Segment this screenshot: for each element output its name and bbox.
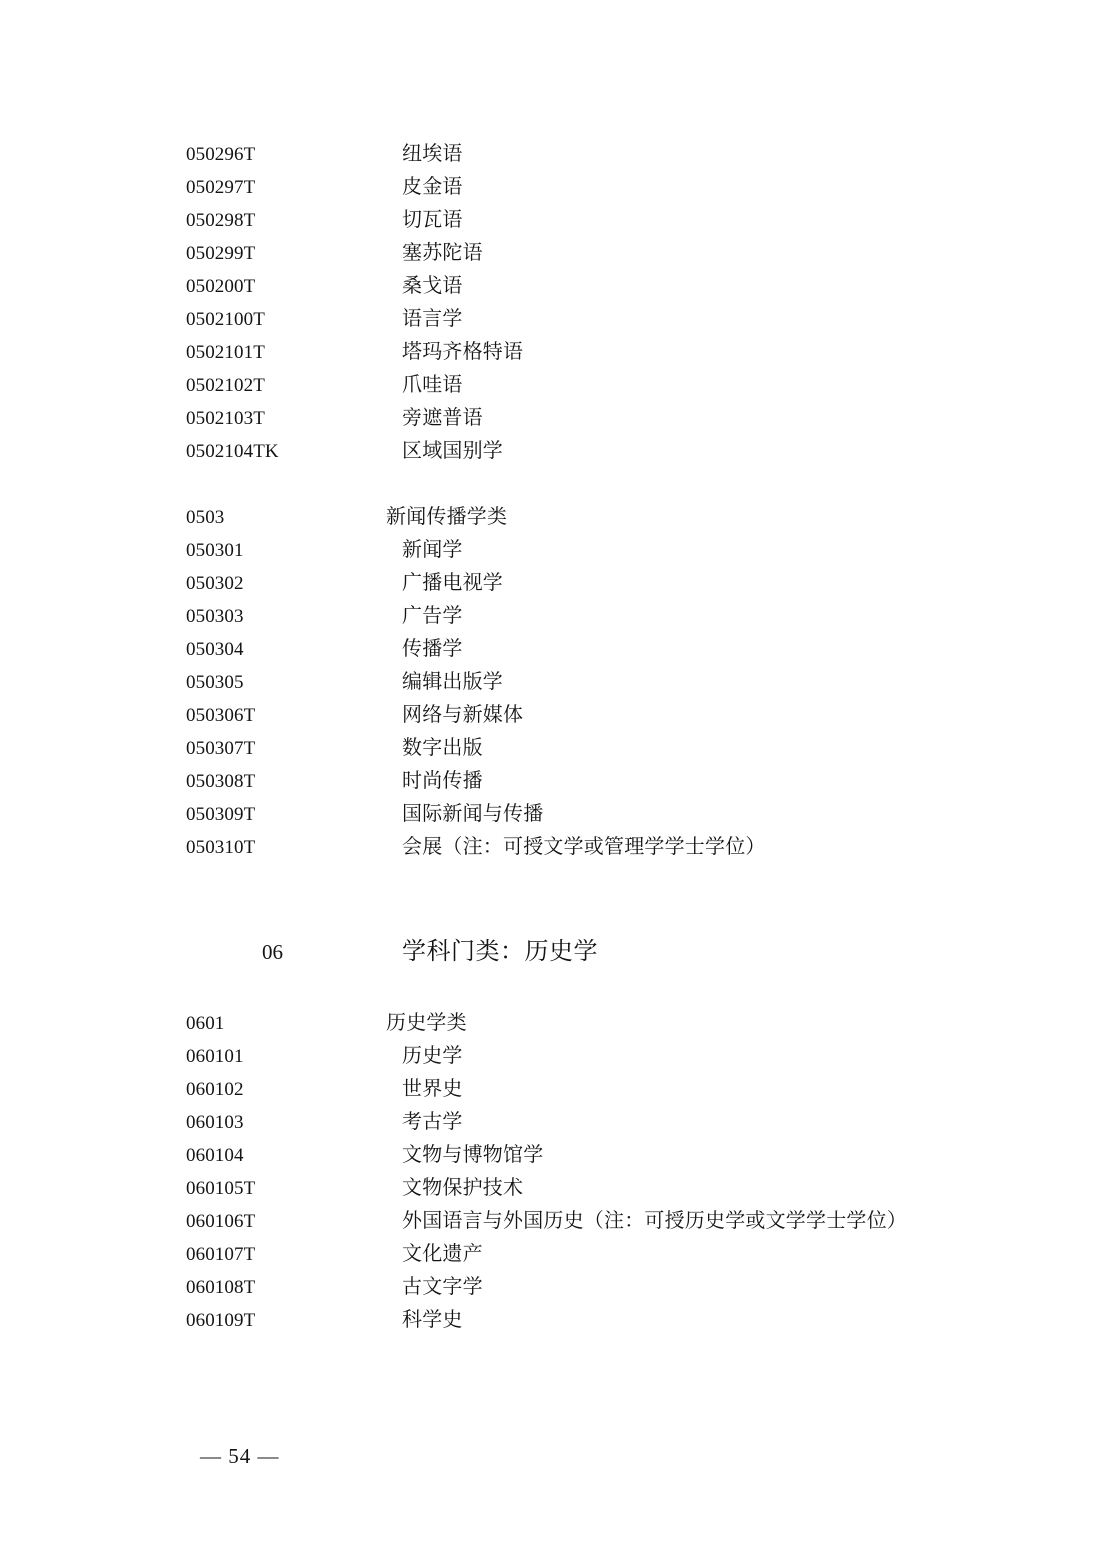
major-name: 外国语言与外国历史（注：可授历史学或文学学士学位） bbox=[402, 1210, 907, 1232]
major-row bbox=[186, 1106, 1016, 1139]
major-row bbox=[186, 1172, 1016, 1205]
major-code: 050296T bbox=[186, 144, 256, 165]
major-code: 050303 bbox=[186, 606, 244, 627]
major-code: 0502104TK bbox=[186, 441, 279, 462]
major-row bbox=[186, 171, 1016, 204]
category-row bbox=[186, 501, 1016, 534]
major-name: 文化遗产 bbox=[402, 1243, 483, 1265]
major-name: 旁遮普语 bbox=[402, 407, 483, 429]
major-name: 传播学 bbox=[402, 638, 463, 660]
major-code: 060104 bbox=[186, 1145, 244, 1166]
major-row bbox=[186, 699, 1016, 732]
major-row bbox=[186, 1040, 1016, 1073]
major-code: 0502100T bbox=[186, 309, 265, 330]
major-code: 050308T bbox=[186, 771, 256, 792]
major-code: 0502101T bbox=[186, 342, 265, 363]
major-row bbox=[186, 1139, 1016, 1172]
major-code: 060103 bbox=[186, 1112, 244, 1133]
major-code: 050299T bbox=[186, 243, 256, 264]
discipline-name: 学科门类：历史学 bbox=[402, 938, 598, 965]
major-code: 060106T bbox=[186, 1211, 256, 1232]
major-code: 050297T bbox=[186, 177, 256, 198]
major-name: 爪哇语 bbox=[402, 374, 463, 396]
major-row bbox=[186, 237, 1016, 270]
major-name: 数字出版 bbox=[402, 737, 483, 759]
major-row bbox=[186, 567, 1016, 600]
major-row bbox=[186, 336, 1016, 369]
major-row bbox=[186, 270, 1016, 303]
category-row bbox=[186, 1007, 1016, 1040]
major-row bbox=[186, 435, 1016, 468]
major-code: 050307T bbox=[186, 738, 256, 759]
major-name: 语言学 bbox=[402, 308, 463, 330]
major-code: 060108T bbox=[186, 1277, 256, 1298]
major-name: 世界史 bbox=[402, 1078, 463, 1100]
major-name: 纽埃语 bbox=[402, 143, 463, 165]
major-name: 网络与新媒体 bbox=[402, 704, 524, 726]
major-code: 050298T bbox=[186, 210, 256, 231]
major-row bbox=[186, 402, 1016, 435]
major-row bbox=[186, 138, 1016, 171]
major-code: 060107T bbox=[186, 1244, 256, 1265]
major-name: 文物与博物馆学 bbox=[402, 1144, 544, 1166]
major-code: 0502103T bbox=[186, 408, 265, 429]
major-name: 区域国别学 bbox=[402, 440, 503, 462]
major-name: 科学史 bbox=[402, 1309, 463, 1331]
major-row bbox=[186, 600, 1016, 633]
major-row bbox=[186, 534, 1016, 567]
catalogue-content bbox=[186, 138, 1016, 1337]
major-code: 050301 bbox=[186, 540, 244, 561]
major-row bbox=[186, 1238, 1016, 1271]
major-row bbox=[186, 1073, 1016, 1106]
major-name: 历史学类 bbox=[386, 1012, 467, 1034]
major-row bbox=[186, 1304, 1016, 1337]
major-row bbox=[186, 369, 1016, 402]
major-name: 会展（注：可授文学或管理学学士学位） bbox=[402, 836, 766, 858]
major-name: 桑戈语 bbox=[402, 275, 463, 297]
major-row bbox=[186, 1205, 1016, 1238]
major-name: 切瓦语 bbox=[402, 209, 463, 231]
block-spacer bbox=[186, 974, 1016, 1007]
discipline-header bbox=[186, 930, 1016, 974]
major-name: 广告学 bbox=[402, 605, 463, 627]
major-row bbox=[186, 303, 1016, 336]
major-code: 0502102T bbox=[186, 375, 265, 396]
major-row bbox=[186, 765, 1016, 798]
major-row bbox=[186, 798, 1016, 831]
major-code: 060105T bbox=[186, 1178, 256, 1199]
major-name: 编辑出版学 bbox=[402, 671, 503, 693]
page-number: — 54 — bbox=[200, 1444, 280, 1468]
major-row bbox=[186, 666, 1016, 699]
major-code: 060102 bbox=[186, 1079, 244, 1100]
major-code: 0601 bbox=[186, 1013, 225, 1034]
block-spacer bbox=[186, 864, 1016, 930]
major-name: 考古学 bbox=[402, 1111, 463, 1133]
major-name: 皮金语 bbox=[402, 176, 463, 198]
major-code: 050305 bbox=[186, 672, 244, 693]
major-row bbox=[186, 732, 1016, 765]
major-row bbox=[186, 204, 1016, 237]
major-row bbox=[186, 633, 1016, 666]
major-name: 塔玛齐格特语 bbox=[402, 341, 524, 363]
major-name: 古文字学 bbox=[402, 1276, 483, 1298]
major-code: 060109T bbox=[186, 1310, 256, 1331]
major-code: 050304 bbox=[186, 639, 244, 660]
major-code: 0503 bbox=[186, 507, 225, 528]
major-row bbox=[186, 1271, 1016, 1304]
block-spacer bbox=[186, 468, 1016, 501]
major-name: 新闻传播学类 bbox=[386, 506, 508, 528]
major-name: 时尚传播 bbox=[402, 770, 483, 792]
major-code: 050310T bbox=[186, 837, 256, 858]
major-code: 050309T bbox=[186, 804, 256, 825]
major-code: 050306T bbox=[186, 705, 256, 726]
major-name: 文物保护技术 bbox=[402, 1177, 524, 1199]
major-code: 050200T bbox=[186, 276, 256, 297]
major-name: 广播电视学 bbox=[402, 572, 503, 594]
major-name: 塞苏陀语 bbox=[402, 242, 483, 264]
major-code: 050302 bbox=[186, 573, 244, 594]
major-name: 新闻学 bbox=[402, 539, 463, 561]
major-code: 060101 bbox=[186, 1046, 244, 1067]
discipline-code: 06 bbox=[262, 940, 283, 964]
major-name: 历史学 bbox=[402, 1045, 463, 1067]
major-name: 国际新闻与传播 bbox=[402, 803, 544, 825]
major-row bbox=[186, 831, 1016, 864]
